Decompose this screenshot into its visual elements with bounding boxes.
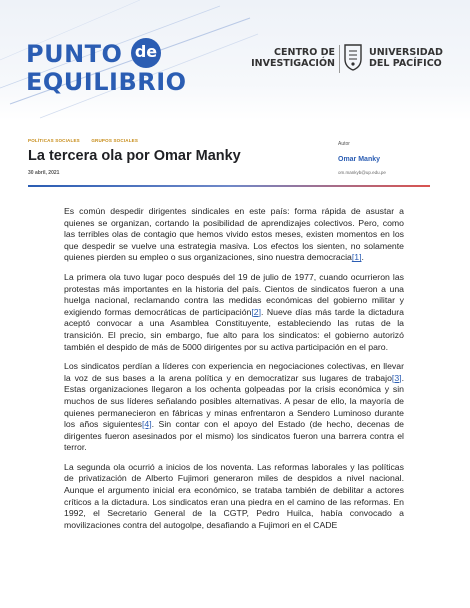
- paragraph-4-text: La segunda ola ocurrió a inicios de los noventa. Las reformas laborales y las políticas de privatización de Alberto Fujimori generaron miles de despidos a nivel nacional. Aunque el argumento inicial era económico, se trataba también de debilitar a actores críticos a la dictadura. Los sindicatos eran una piedra en el camino de las reformas. En 1992, el Secretario General de la CGTP, Pedro Huilca, había convocado a movilizaciones contra del autogolpe, desafiando a Fujimori en el CADE: [64, 461, 404, 530]
- paragraph-1: [64, 206, 404, 264]
- author-email[interactable]: om.mankyb@up.edu.pe: [338, 170, 386, 175]
- footnote-ref-2[interactable]: [2]: [251, 306, 262, 317]
- univ-line2: DEL PACÍFICO: [369, 58, 442, 69]
- paragraph-2-after: . Nueve días más tarde la dictadura aceptó convocar a una Asamblea Constituyente, estableciendo las rutas de la transición. El precio, sin embargo, fue alto para los sindicatos: el gobierno autorizó también el despido de más de 5000 dirigentes por su activa participación en el paro.: [64, 306, 404, 352]
- paragraph-2-text: La primera ola tuvo lugar poco después del 19 de julio de 1977, cuando ocurrieron las protestas más importantes en la historia del país. Cientos de sindicatos fueron a una huelga nacional, reclamando contra las medidas económicas del gobierno militar y exigiendo formas democráticas de participación: [64, 271, 404, 317]
- article-date: 30 abril, 2021: [28, 170, 60, 176]
- universidad-pacifico: [369, 47, 443, 69]
- paragraph-3-b: . Estas organizaciones llegaron a los ochenta golpeadas por la crisis económica y sin muchos de sus líderes señalando posibles alternativas. A pesar de ello, la mayoría de quienes permanecieron en fábricas y minas enfrentaron a Sendero Luminoso durante los años siguientes: [64, 372, 404, 430]
- paragraph-1-text: Es común despedir dirigentes sindicales en este país: forma rápida de asustar a quienes se organizan, cortando la posibilidad de aprendizajes colectivos. Pero, como las terribles olas de contagio que hemos vivido estos meses, existen momentos en los que despedir se vuelve una estrategia masiva. Los efectos los sienten, no solamente quienes pierden su empleo o sus organizaciones, sino nuestra democracia: [64, 206, 404, 263]
- article-title: La tercera ola por Omar Manky: [28, 148, 241, 164]
- article-tags: [28, 138, 148, 143]
- paragraph-3-a: Los sindicatos perdían a líderes con experiencia en negociaciones colectivas, en llevar la voz de sus bases a la arena política y en democratizar sus lugares de trabajo: [64, 361, 404, 383]
- paragraph-3: [64, 361, 404, 454]
- centro-investigacion: [251, 47, 335, 69]
- centro-line1: CENTRO DE: [274, 47, 335, 58]
- univ-line1: UNIVERSIDAD: [369, 47, 443, 58]
- logo-equilibrio: EQUILIBRIO: [26, 68, 187, 96]
- author-name[interactable]: Omar Manky: [338, 156, 381, 163]
- author-label: Autor: [338, 141, 350, 147]
- header-rule: [28, 185, 430, 187]
- logo-punto: PUNTO: [26, 40, 123, 68]
- article-body: [64, 206, 404, 539]
- university-crest-icon: [343, 43, 363, 71]
- tag-grupos-sociales[interactable]: GRUPOS SOCIALES: [91, 138, 139, 143]
- paragraph-4: [64, 462, 404, 532]
- centro-line2: INVESTIGACIÓN: [251, 58, 335, 69]
- logo-de-badge: de: [131, 38, 161, 68]
- footnote-ref-3[interactable]: [3]: [391, 372, 402, 383]
- header-banner: [0, 0, 470, 120]
- paragraph-3-c: . Sin contar con el apoyo del Estado (de hecho, decenas de dirigentes fueron asesinados por el mismo) los sindicatos fueron una barrera contra el terror.: [64, 419, 404, 453]
- header-divider: [339, 45, 340, 73]
- tag-politicas-sociales[interactable]: POLÍTICAS SOCIALES: [28, 138, 80, 143]
- footnote-ref-1[interactable]: [1]: [351, 252, 362, 263]
- paragraph-1-end: .: [361, 252, 364, 263]
- footnote-ref-4[interactable]: [4]: [141, 419, 152, 430]
- paragraph-2: [64, 272, 404, 353]
